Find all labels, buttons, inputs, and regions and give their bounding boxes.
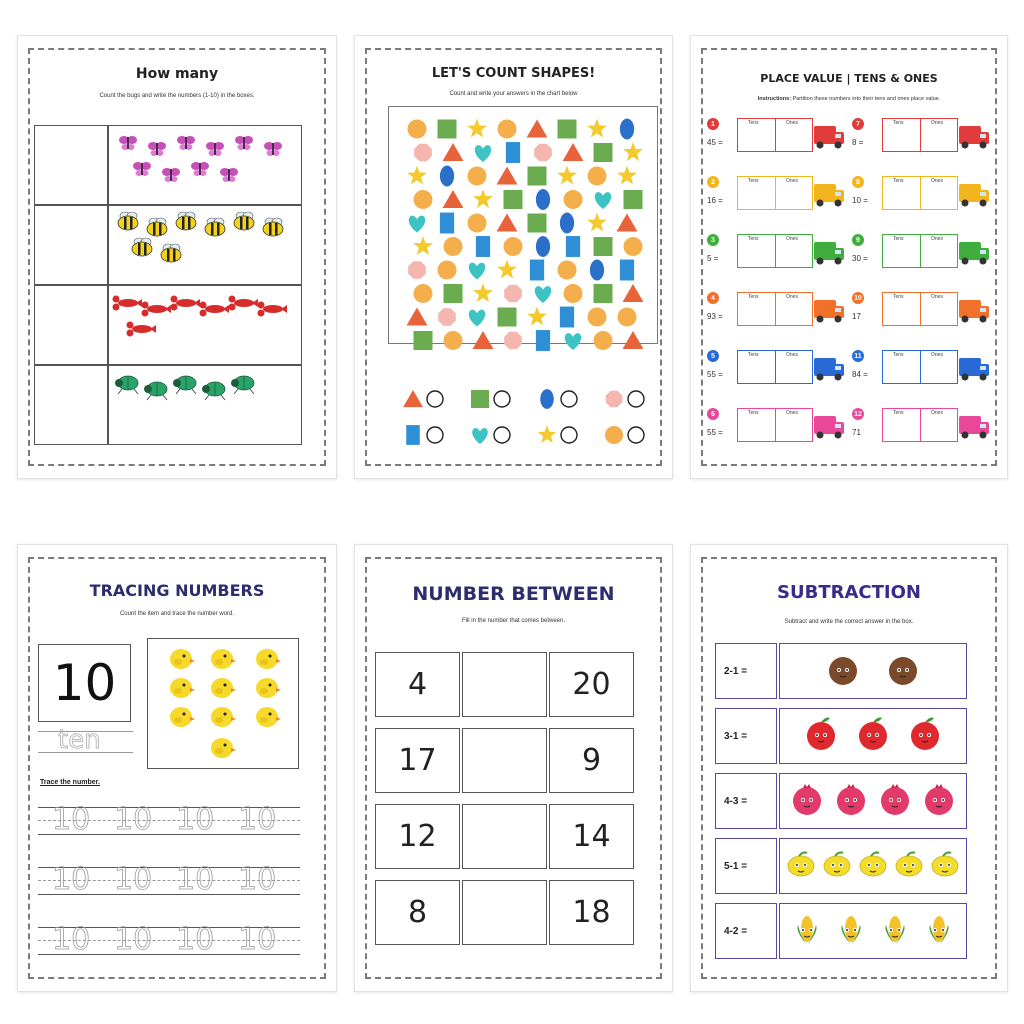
corn-icon: [929, 916, 948, 945]
beetle-icon: [115, 376, 138, 394]
question-number-value: 84 =: [852, 370, 868, 379]
question-number-badge: 7: [852, 118, 864, 130]
heart-icon: [565, 333, 581, 350]
square-icon: [444, 284, 463, 303]
star-icon: [623, 142, 643, 161]
chick-icon: [211, 678, 236, 698]
square-icon: [528, 167, 547, 186]
question-number-badge: 5: [707, 350, 719, 362]
square-icon: [558, 120, 577, 139]
octagon-icon: [534, 144, 552, 162]
star-icon: [557, 166, 577, 185]
triangle-icon: [443, 143, 464, 161]
worksheet-tracing-numbers: [17, 544, 337, 992]
question-number-value: 16 =: [707, 196, 723, 205]
trace-number: 10: [238, 862, 277, 897]
question-number-badge: 3: [707, 234, 719, 246]
square-icon: [594, 237, 613, 256]
lobster-icon: [113, 296, 143, 311]
circle-icon: [618, 308, 637, 327]
rectangle-legend-icon: [406, 425, 420, 445]
trace-number: 10: [52, 922, 91, 957]
vehicle-icon: [814, 126, 844, 149]
square-icon: [624, 190, 643, 209]
fruit-illustrations: [691, 545, 1007, 991]
tens-header: Tens: [748, 120, 759, 126]
oval-icon: [536, 189, 550, 210]
apple-icon: [807, 718, 835, 751]
triangle-icon: [623, 284, 644, 302]
worksheet-how-many: [17, 35, 337, 479]
triangle-icon: [623, 331, 644, 349]
worksheet-number-between: [354, 544, 673, 992]
heart-icon: [595, 192, 611, 209]
page-title: TRACING NUMBERS: [89, 581, 265, 600]
worksheet-place-value: [690, 35, 1008, 479]
lobster-icon: [171, 296, 201, 311]
square-icon: [438, 120, 457, 139]
octagon-icon: [408, 261, 426, 279]
coconut-icon: [889, 657, 917, 685]
chick-icon: [211, 707, 236, 727]
ones-header: Ones: [931, 294, 943, 300]
butterfly-icon: [264, 142, 282, 156]
square-icon: [414, 331, 433, 350]
rectangle-icon: [566, 236, 580, 257]
critter-illustrations: [18, 36, 336, 478]
pomegranate-icon: [837, 784, 865, 815]
heart-icon: [475, 145, 491, 162]
vehicle-icon: [959, 126, 989, 149]
square-icon: [498, 308, 517, 327]
rectangle-icon: [440, 213, 454, 234]
circle-icon: [594, 331, 613, 350]
tens-header: Tens: [748, 352, 759, 358]
page-subtitle: Fill in the number that comes between.: [461, 618, 566, 624]
triangle-icon: [443, 190, 464, 208]
pomegranate-icon: [881, 784, 909, 815]
answer-circle[interactable]: [427, 427, 443, 443]
lemon-icon: [932, 852, 958, 876]
instructions-text: Partition these numbers into their tens and ones place value.: [792, 96, 941, 102]
lemon-icon: [860, 852, 886, 876]
right-number-box: 9: [549, 728, 634, 793]
bee-icon: [263, 218, 283, 236]
answer-box[interactable]: [462, 804, 547, 869]
answer-circle[interactable]: [628, 391, 644, 407]
star-icon: [617, 166, 637, 185]
right-number-box: 18: [549, 880, 634, 945]
bee-icon: [161, 244, 181, 262]
trace-number: 10: [238, 802, 277, 837]
page-title: NUMBER BETWEEN: [412, 583, 615, 605]
bee-icon: [176, 212, 196, 230]
ones-header: Ones: [786, 236, 798, 242]
chick-icon: [211, 649, 236, 669]
lobster-icon: [229, 296, 259, 311]
equation-box: 5-1 =: [715, 838, 777, 894]
ones-header: Ones: [931, 352, 943, 358]
apple-icon: [911, 718, 939, 751]
tens-header: Tens: [748, 178, 759, 184]
oval-icon: [536, 236, 550, 257]
lemon-icon: [788, 852, 814, 876]
bee-icon: [132, 238, 152, 256]
page-subtitle: Count and write your answers in the chart below: [449, 91, 578, 97]
octagon-legend-icon: [606, 391, 623, 408]
question-number-value: 8 =: [852, 138, 864, 147]
circle-icon: [468, 167, 487, 186]
butterfly-icon: [133, 162, 151, 176]
circle-legend-icon: [605, 426, 623, 444]
left-number-box: 17: [375, 728, 460, 793]
butterfly-icon: [220, 168, 238, 182]
lobster-icon: [258, 302, 288, 317]
circle-icon: [414, 284, 433, 303]
question-number-value: 55 =: [707, 370, 723, 379]
answer-circle[interactable]: [628, 427, 644, 443]
ones-header: Ones: [786, 410, 798, 416]
star-legend-icon: [538, 425, 557, 443]
worksheet-count-shapes: [354, 35, 673, 479]
oval-icon: [560, 213, 574, 234]
trace-number: 10: [238, 922, 277, 957]
square-icon: [504, 190, 523, 209]
chick-illustration: [18, 545, 336, 991]
square-icon: [594, 143, 613, 162]
lemon-icon: [896, 852, 922, 876]
question-number-badge: 2: [707, 176, 719, 188]
page-subtitle: Count the item and trace the number word.: [119, 611, 235, 617]
ones-header: Ones: [786, 352, 798, 358]
number-box: 10: [38, 644, 131, 722]
butterfly-icon: [235, 136, 253, 150]
question-number-value: 30 =: [852, 254, 868, 263]
oval-icon: [440, 166, 454, 187]
beetle-icon: [144, 382, 167, 400]
question-number-badge: 10: [852, 292, 864, 304]
instructions-label: Instructions:: [757, 96, 792, 102]
lobster-icon: [142, 302, 172, 317]
circle-icon: [444, 237, 463, 256]
equation-box: 4-2 =: [715, 903, 777, 959]
star-icon: [473, 283, 493, 302]
ones-header: Ones: [786, 120, 798, 126]
trace-number: 10: [52, 802, 91, 837]
coconut-icon: [829, 657, 857, 685]
circle-icon: [408, 120, 427, 139]
equation-box: 4-3 =: [715, 773, 777, 829]
page-title: How many: [135, 66, 219, 82]
square-icon: [594, 284, 613, 303]
left-number-box: 8: [375, 880, 460, 945]
tens-header: Tens: [893, 120, 904, 126]
lobster-icon: [127, 322, 157, 337]
question-number-value: 17: [852, 312, 861, 321]
chick-icon: [211, 738, 236, 758]
pomegranate-icon: [793, 784, 821, 815]
question-number-value: 93 =: [707, 312, 723, 321]
octagon-icon: [438, 308, 456, 326]
answer-circle[interactable]: [494, 391, 510, 407]
circle-icon: [588, 167, 607, 186]
circle-icon: [564, 190, 583, 209]
triangle-legend-icon: [403, 390, 423, 407]
chick-icon: [256, 649, 281, 669]
equation-box: 3-1 =: [715, 708, 777, 764]
octagon-icon: [504, 332, 522, 350]
question-number-value: 71: [852, 428, 861, 437]
rectangle-icon: [476, 236, 490, 257]
trace-number: 10: [176, 922, 215, 957]
answer-circle[interactable]: [561, 427, 577, 443]
page-title: SUBTRACTION: [777, 582, 921, 603]
left-number-box: 4: [375, 652, 460, 717]
rectangle-icon: [530, 260, 544, 281]
answer-circle[interactable]: [427, 391, 443, 407]
vehicle-icon: [814, 416, 844, 439]
oval-icon: [590, 260, 604, 281]
ones-header: Ones: [786, 178, 798, 184]
bee-icon: [205, 218, 225, 236]
answer-box[interactable]: [462, 652, 547, 717]
circle-icon: [444, 331, 463, 350]
trace-label: Trace the number.: [40, 779, 100, 786]
bee-icon: [118, 212, 138, 230]
question-number-badge: 8: [852, 176, 864, 188]
triangle-icon: [617, 214, 638, 232]
heart-legend-icon: [472, 428, 488, 444]
vehicle-icon: [814, 184, 844, 207]
answer-box[interactable]: [462, 880, 547, 945]
beetle-icon: [173, 376, 196, 394]
question-number-value: 5 =: [707, 254, 719, 263]
answer-circle[interactable]: [561, 391, 577, 407]
triangle-icon: [527, 120, 548, 138]
square-icon: [528, 214, 547, 233]
pomegranate-icon: [925, 784, 953, 815]
circle-icon: [588, 308, 607, 327]
chick-icon: [170, 707, 195, 727]
vehicle-icon: [959, 358, 989, 381]
vehicle-icon: [814, 358, 844, 381]
trace-number: 10: [114, 922, 153, 957]
heart-icon: [469, 310, 485, 327]
butterfly-icon: [191, 162, 209, 176]
vehicle-icon: [814, 242, 844, 265]
rectangle-icon: [620, 260, 634, 281]
trace-number: 10: [176, 802, 215, 837]
question-number-value: 10 =: [852, 196, 868, 205]
circle-icon: [498, 120, 517, 139]
question-number-badge: 9: [852, 234, 864, 246]
triangle-icon: [473, 331, 494, 349]
corn-icon: [797, 916, 816, 945]
circle-icon: [468, 214, 487, 233]
beetle-icon: [202, 382, 225, 400]
worksheet-subtraction: [690, 544, 1008, 992]
right-number-box: 14: [549, 804, 634, 869]
trace-number: 10: [176, 862, 215, 897]
vehicle-icon: [959, 416, 989, 439]
tens-header: Tens: [748, 294, 759, 300]
equation-box: 2-1 =: [715, 643, 777, 699]
butterfly-icon: [206, 142, 224, 156]
vehicle-icon: [814, 300, 844, 323]
bee-icon: [147, 218, 167, 236]
trace-number: 10: [52, 862, 91, 897]
answer-box[interactable]: [462, 728, 547, 793]
circle-icon: [504, 237, 523, 256]
trace-number: 10: [114, 802, 153, 837]
answer-circle[interactable]: [494, 427, 510, 443]
apple-icon: [859, 718, 887, 751]
circle-icon: [564, 284, 583, 303]
tens-header: Tens: [893, 178, 904, 184]
heart-icon: [535, 286, 551, 303]
heart-icon: [469, 263, 485, 280]
question-number-badge: 6: [707, 408, 719, 420]
vehicle-icon: [959, 184, 989, 207]
star-icon: [413, 236, 433, 255]
question-number-badge: 11: [852, 350, 864, 362]
tens-header: Tens: [748, 410, 759, 416]
tens-header: Tens: [893, 236, 904, 242]
triangle-icon: [407, 308, 428, 326]
circle-icon: [624, 237, 643, 256]
ones-header: Ones: [931, 178, 943, 184]
triangle-icon: [563, 143, 584, 161]
page-title: LET'S COUNT SHAPES!: [431, 66, 596, 81]
butterfly-icon: [162, 168, 180, 182]
oval-icon: [620, 119, 634, 140]
bee-icon: [234, 212, 254, 230]
shapes-illustration: [355, 36, 672, 478]
triangle-icon: [497, 167, 518, 185]
ones-header: Ones: [931, 410, 943, 416]
question-number-badge: 1: [707, 118, 719, 130]
right-number-box: 20: [549, 652, 634, 717]
rectangle-icon: [506, 142, 520, 163]
vehicle-icon: [959, 242, 989, 265]
heart-icon: [409, 216, 425, 233]
rectangle-icon: [560, 307, 574, 328]
butterfly-icon: [148, 142, 166, 156]
chick-icon: [256, 678, 281, 698]
ones-header: Ones: [786, 294, 798, 300]
oval-legend-icon: [540, 389, 554, 409]
chick-icon: [170, 649, 195, 669]
vehicle-icon: [959, 300, 989, 323]
beetle-icon: [231, 376, 254, 394]
triangle-icon: [497, 214, 518, 232]
vehicle-illustrations: [691, 36, 1007, 478]
page-subtitle: Count the bugs and write the numbers (1-10) in the boxes.: [99, 93, 255, 99]
star-icon: [407, 166, 427, 185]
trace-word: ten: [58, 725, 101, 755]
butterfly-icon: [177, 136, 195, 150]
tens-header: Tens: [893, 294, 904, 300]
star-icon: [587, 213, 607, 232]
corn-icon: [885, 916, 904, 945]
star-icon: [587, 119, 607, 138]
star-icon: [467, 119, 487, 138]
tens-header: Tens: [748, 236, 759, 242]
tens-header: Tens: [893, 410, 904, 416]
circle-icon: [438, 261, 457, 280]
lobster-icon: [200, 302, 230, 317]
question-number-value: 55 =: [707, 428, 723, 437]
star-icon: [497, 260, 517, 279]
circle-icon: [558, 261, 577, 280]
trace-number: 10: [114, 862, 153, 897]
chick-icon: [256, 707, 281, 727]
question-number-badge: 4: [707, 292, 719, 304]
lemon-icon: [824, 852, 850, 876]
octagon-icon: [414, 144, 432, 162]
question-number-value: 45 =: [707, 138, 723, 147]
page-subtitle: Subtract and write the correct answer in the box.: [784, 619, 914, 625]
left-number-box: 12: [375, 804, 460, 869]
question-number-badge: 12: [852, 408, 864, 420]
ones-header: Ones: [931, 120, 943, 126]
tens-header: Tens: [893, 352, 904, 358]
square-legend-icon: [471, 390, 489, 408]
chick-icon: [170, 678, 195, 698]
page-title: PLACE VALUE | TENS & ONES: [760, 72, 938, 85]
corn-icon: [841, 916, 860, 945]
octagon-icon: [504, 285, 522, 303]
star-icon: [473, 189, 493, 208]
circle-icon: [414, 190, 433, 209]
butterfly-icon: [119, 136, 137, 150]
rectangle-icon: [536, 330, 550, 351]
star-icon: [527, 307, 547, 326]
ones-header: Ones: [931, 236, 943, 242]
